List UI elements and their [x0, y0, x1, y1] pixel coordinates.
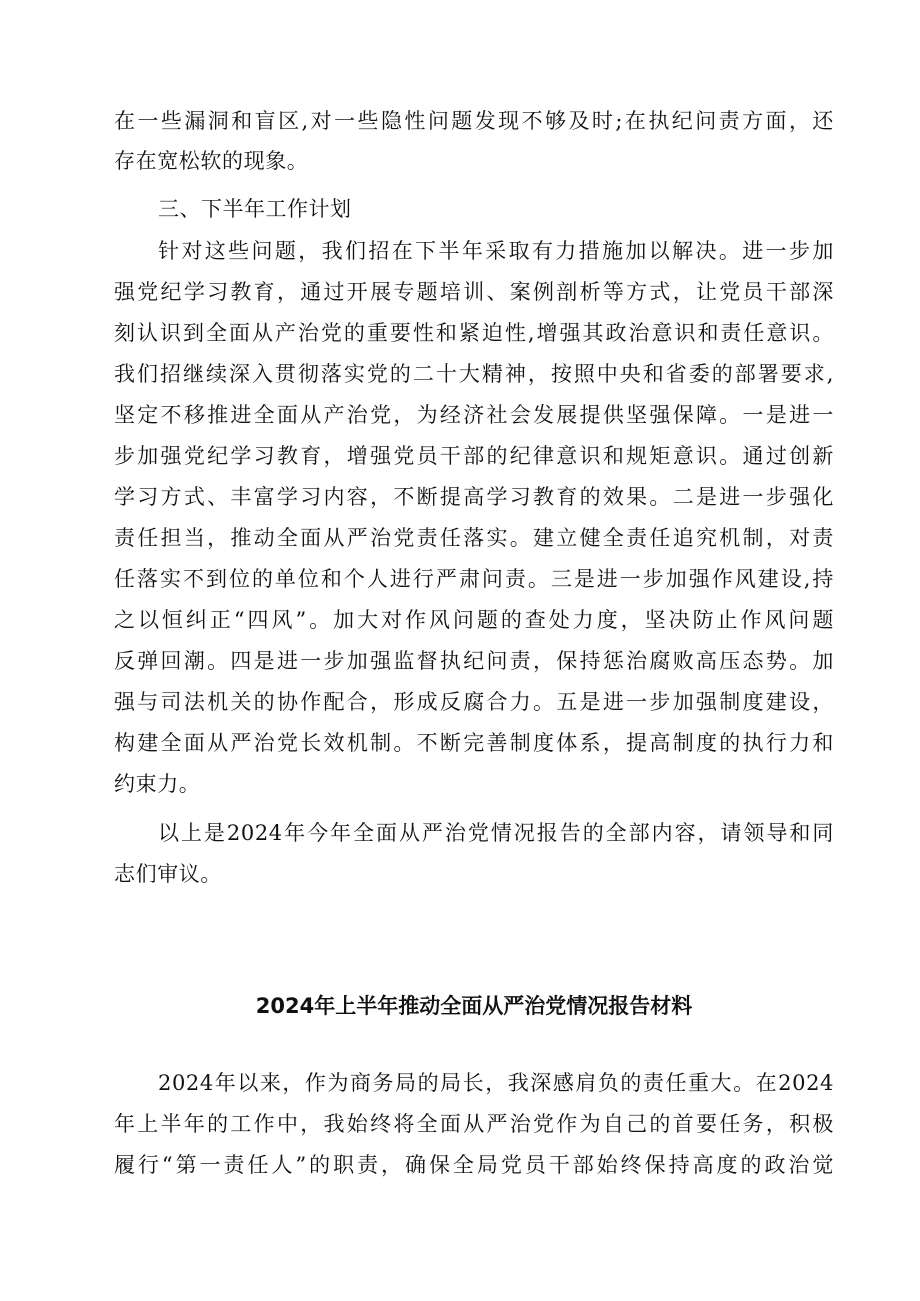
paragraph-line: 反弹回潮。四是进一步加强监督执纪问责，保持惩治腐败高压态势。加	[114, 649, 834, 673]
paragraph-line: 志们审议。	[114, 862, 222, 886]
paragraph-line: 责任担当，推动全面从严治党责任落实。建立健全责任追究机制，对责	[114, 526, 834, 550]
paragraph-line: 任落实不到位的单位和个人进行严肃问责。三是进一步加强作风建设,持	[114, 567, 834, 591]
section-heading: 三、下半年工作计划	[158, 197, 352, 221]
document-title: 2024年上半年推动全面从严治党情况报告材料	[255, 994, 693, 1018]
paragraph-line: 年上半年的工作中，我始终将全面从严治党作为自己的首要任务，积极	[114, 1112, 834, 1136]
paragraph-line: 针对这些问题，我们招在下半年采取有力措施加以解决。进一步加	[158, 239, 834, 263]
paragraph-line: 2024年以来，作为商务局的局长，我深感肩负的责任重大。在2024	[158, 1071, 834, 1095]
paragraph-line: 之以恒纠正“四风”。加大对作风问题的查处力度，坚决防止作风问题	[114, 608, 834, 632]
paragraph-line: 步加强党纪学习教育，增强党员干部的纪律意识和规矩意识。通过创新	[114, 444, 834, 468]
paragraph-line: 我们招继续深入贯彻落实党的二十大精神，按照中央和省委的部署要求,	[114, 362, 834, 386]
paragraph-line: 刻认识到全面从产治党的重要性和紧迫性,增强其政治意识和责任意识。	[114, 321, 834, 345]
paragraph-line: 学习方式、丰富学习内容，不断提高学习教育的效果。二是进一步强化	[114, 485, 834, 509]
paragraph-line: 在一些漏洞和盲区,对一些隐性问题发现不够及时;在执纪问责方面，还	[114, 109, 834, 133]
paragraph-line: 履行“第一责任人”的职责，确保全局党员干部始终保持高度的政治觉	[114, 1153, 834, 1177]
paragraph-line: 构建全面从严治党长效机制。不断完善制度体系，提高制度的执行力和	[114, 731, 834, 755]
paragraph-line: 强与司法机关的协作配合，形成反腐合力。五是进一步加强制度建设，	[114, 690, 834, 714]
paragraph-line: 存在宽松软的现象。	[114, 149, 309, 173]
paragraph-line: 以上是2024年今年全面从严治党情况报告的全部内容，请领导和同	[158, 821, 834, 845]
paragraph-line: 约束力。	[114, 772, 201, 796]
paragraph-line: 坚定不移推进全面从产治党，为经济社会发展提供坚强保障。一是进一	[114, 403, 834, 427]
paragraph-line: 强党纪学习教育，通过开展专题培训、案例剖析等方式，让党员干部深	[114, 280, 834, 304]
